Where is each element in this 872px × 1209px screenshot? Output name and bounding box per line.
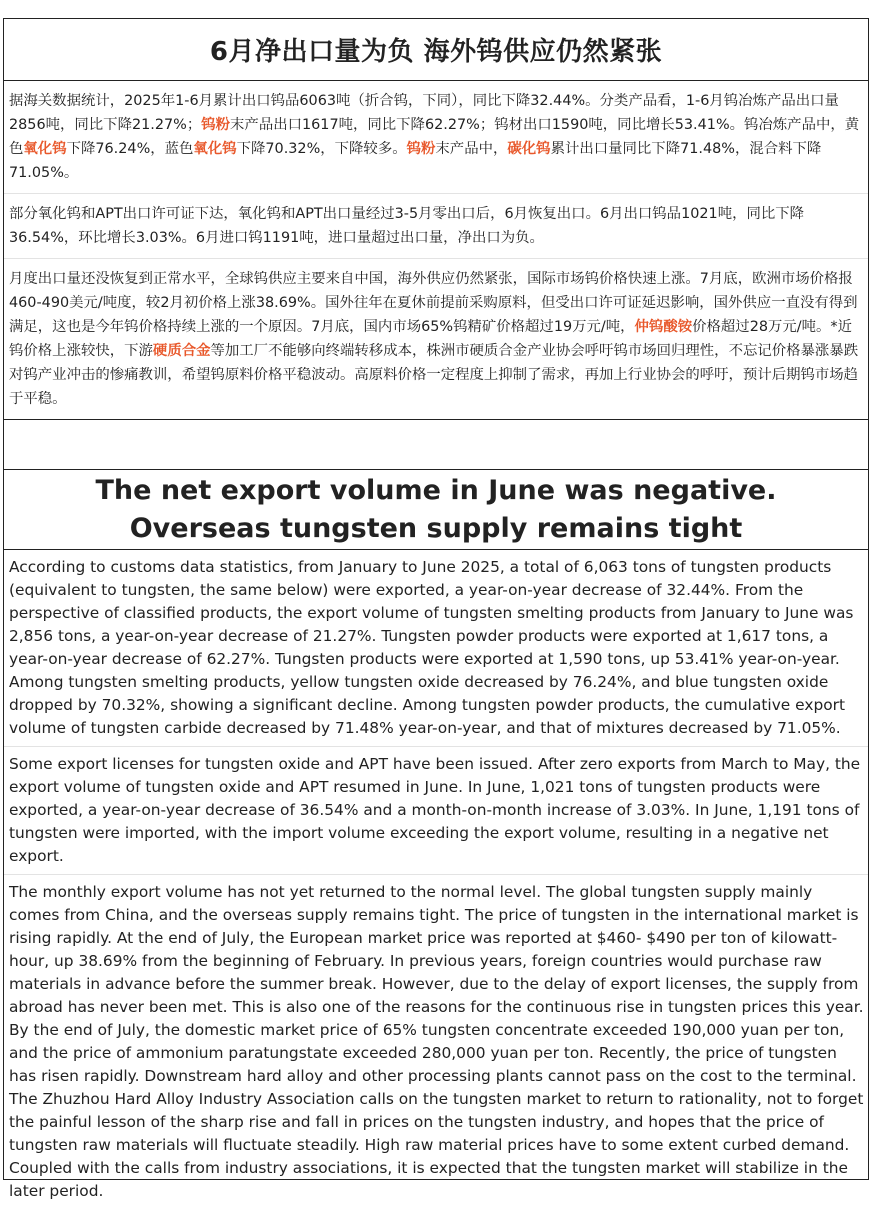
chinese-paragraph-1 — [4, 81, 868, 194]
text-segment: 价格超过28万元/吨。*近钨价格上涨较快，下游 — [9, 319, 852, 359]
article-page — [3, 18, 869, 1200]
text-segment: 末产品出口1617吨，同比下降62.27%；钨材出口1590吨，同比增长53.41%。钨冶炼产品中，黄色 — [9, 117, 860, 157]
highlight-term: 钨粉 — [406, 141, 436, 157]
english-paragraph-1: According to customs data statistics, from January to June 2025, a total of 6,063 tons of tungsten products (equivalent to tungsten, the same below) were exported, a year-on-year decrease of 32.44%. From the perspective of classified products, the export volume of tungsten smelting products from January to June was 2,856 tons, a year-on-year decrease of 21.27%. Tungsten powder products were exported at 1,617 tons, a year-on-year decrease of 62.27%. Tungsten products were exported at 1,590 tons, up 53.41% year-on-year. Among tungsten smelting products, yellow tungsten oxide decreased by 76.24%, and blue tungsten oxide dropped by 70.32%, showing a significant decline. Among tungsten powder products, the cumulative export volume of tungsten carbide decreased by 71.48% year-on-year, and that of mixtures decreased by 71.05%. — [4, 550, 868, 747]
section-divider — [4, 420, 868, 470]
highlight-term: 氧化钨 — [23, 141, 67, 157]
text-segment: 等加工厂不能够向终端转移成本，株洲市硬质合金产业协会呼吁钨市场回归理性，不忘记价格暴涨暴跌对钨产业冲击的惨痛教训，希望钨原料价格平稳波动。高原料价格一定程度上抑制了需求，再加上行业协会的呼吁，预计后期钨市场趋于平稳。 — [9, 343, 859, 407]
text-segment: 下降76.24%，蓝色 — [66, 141, 194, 157]
highlight-term: 硬质合金 — [152, 343, 211, 359]
english-paragraph-3: The monthly export volume has not yet returned to the normal level. The global tungsten supply mainly comes from China, and the overseas supply remains tight. The price of tungsten in the international market is rising rapidly. At the end of July, the European market price was reported at $460- $490 per ton of kilowatt-hour, up 38.69% from the beginning of February. In previous years, foreign countries would purchase raw materials in advance before the summer break. However, due to the delay of export licenses, the supply from abroad has never been met. This is also one of the reasons for the continuous rise in tungsten prices this year. By the end of July, the domestic market price of 65% tungsten concentrate exceeded 190,000 yuan per ton, and the price of ammonium paratungstate exceeded 280,000 yuan per ton. Recently, the price of tungsten has risen rapidly. Downstream hard alloy and other processing plants cannot pass on the cost to the terminal. The Zhuzhou Hard Alloy Industry Association calls on the tungsten market to return to rationality, not to forget the painful lesson of the sharp rise and fall in prices on the tungsten industry, and hopes that the price of tungsten raw materials will fluctuate steadily. High raw material prices have to some extent curbed demand. Coupled with the calls from industry associations, it is expected that the tungsten market will stabilize in the later period. — [9, 883, 864, 1200]
highlight-term: 碳化钨 — [507, 141, 551, 157]
chinese-paragraph-2: 部分氧化钨和APT出口许可证下达，氧化钨和APT出口量经过3-5月零出口后，6月恢复出口。6月出口钨品1021吨，同比下降36.54%，环比增长3.03%。6月进口钨1191吨，进口量超过出口量，净出口为负。 — [4, 194, 868, 259]
chinese-title: 6月净出口量为负 海外钨供应仍然紧张 — [4, 19, 868, 81]
english-paragraph-2: Some export licenses for tungsten oxide and APT have been issued. After zero exports from March to May, the export volume of tungsten oxide and APT resumed in June. In June, 1,021 tons of tungsten products were exported, a year-on-year decrease of 36.54% and a month-on-month increase of 3.03%. In June, 1,191 tons of tungsten were imported, with the import volume exceeding the export volume, resulting in a negative net export. — [4, 747, 868, 875]
text-segment: 末产品中， — [435, 141, 508, 157]
text-segment: 累计出口量同比下降71.48%，混合料下降71.05%。 — [9, 141, 822, 181]
text-segment: 月度出口量还没恢复到正常水平，全球钨供应主要来自中国，海外供应仍然紧张，国际市场钨价格快速上涨。7月底，欧洲市场价格报460-490美元/吨度，较2月初价格上涨38.69%。国外往年在夏休前提前采购原料，但受出口许可证延迟影响，国外供应一直没有得到满足，这也是今年钨价格持续上涨的一个原因。7月底，国内市场65%钨精矿价格超过19万元/吨， — [9, 271, 858, 335]
text-segment: 据海关数据统计，2025年1-6月累计出口钨品6063吨（折合钨，下同），同比下降32.44%。分类产品看，1-6月钨冶炼产品出口量2856吨，同比下降21.27%； — [9, 93, 839, 133]
highlight-term: 氧化钨 — [193, 141, 237, 157]
chinese-paragraph-3 — [4, 259, 868, 420]
english-title: The net export volume in June was negative. Overseas tungsten supply remains tight — [4, 470, 868, 550]
highlight-term: 仲钨酸铵 — [634, 319, 693, 335]
text-segment: 下降70.32%，下降较多。 — [236, 141, 407, 157]
highlight-term: 钨粉 — [201, 117, 231, 133]
